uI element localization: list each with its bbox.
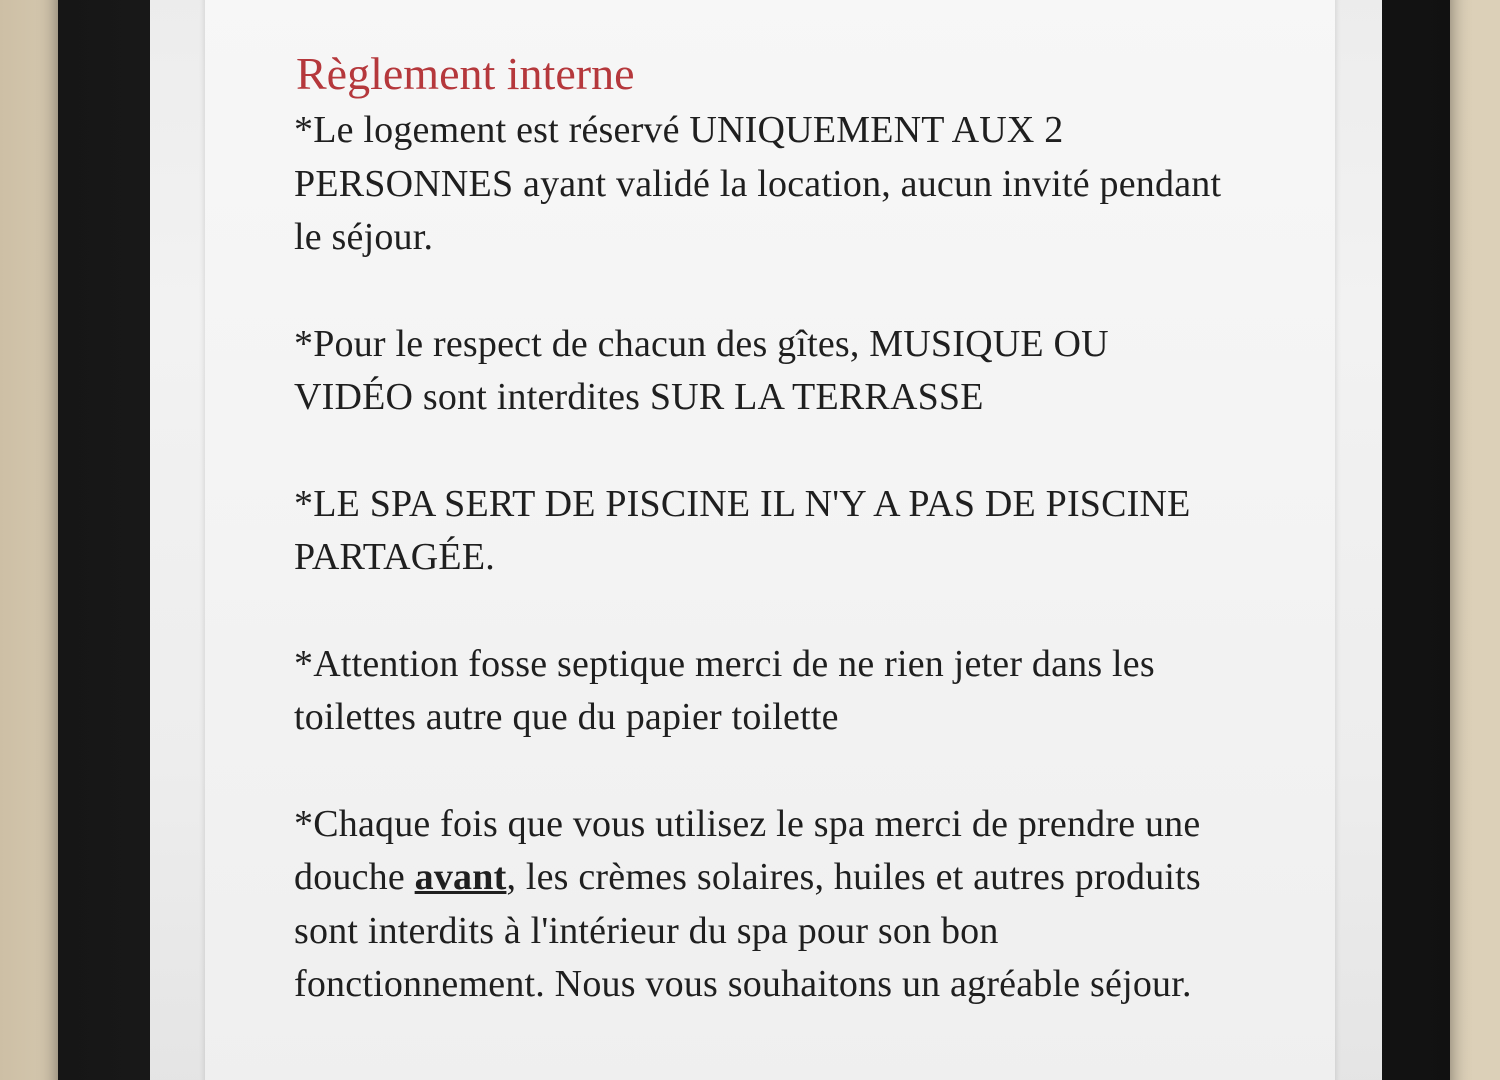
rule-spa-shower-before: *Chaque fois que vous utilisez le spa merci de prendre une douche xyxy=(294,802,1201,898)
rule-spa-shower-emphasis: avant xyxy=(414,856,507,898)
notice-content xyxy=(288,46,1228,1012)
rule-spa-shower-after: , les crèmes solaires, huiles et autres produits sont interdits à l'intérieur du spa pour son bon fonctionnement. Nous vous souhaitons un agréable séjour. xyxy=(294,856,1201,1005)
rule-septic: *Attention fosse septique merci de ne rien jeter dans les toilettes autre que du papier toilette xyxy=(294,642,1155,738)
rule-music: *Pour le respect de chacun des gîtes, MUSIQUE OU VIDÉO sont interdites SUR LA TERRASSE xyxy=(294,322,1109,418)
rule-guests: *Le logement est réservé UNIQUEMENT AUX 2 PERSONNES ayant validé la location, aucun invité pendant le séjour. xyxy=(294,109,1222,258)
rule-spa-shower xyxy=(294,798,1228,1012)
rule-spa-pool: *LE SPA SERT DE PISCINE IL N'Y A PAS DE PISCINE PARTAGÉE. xyxy=(294,482,1191,578)
notice-title: Règlement interne xyxy=(296,48,635,99)
